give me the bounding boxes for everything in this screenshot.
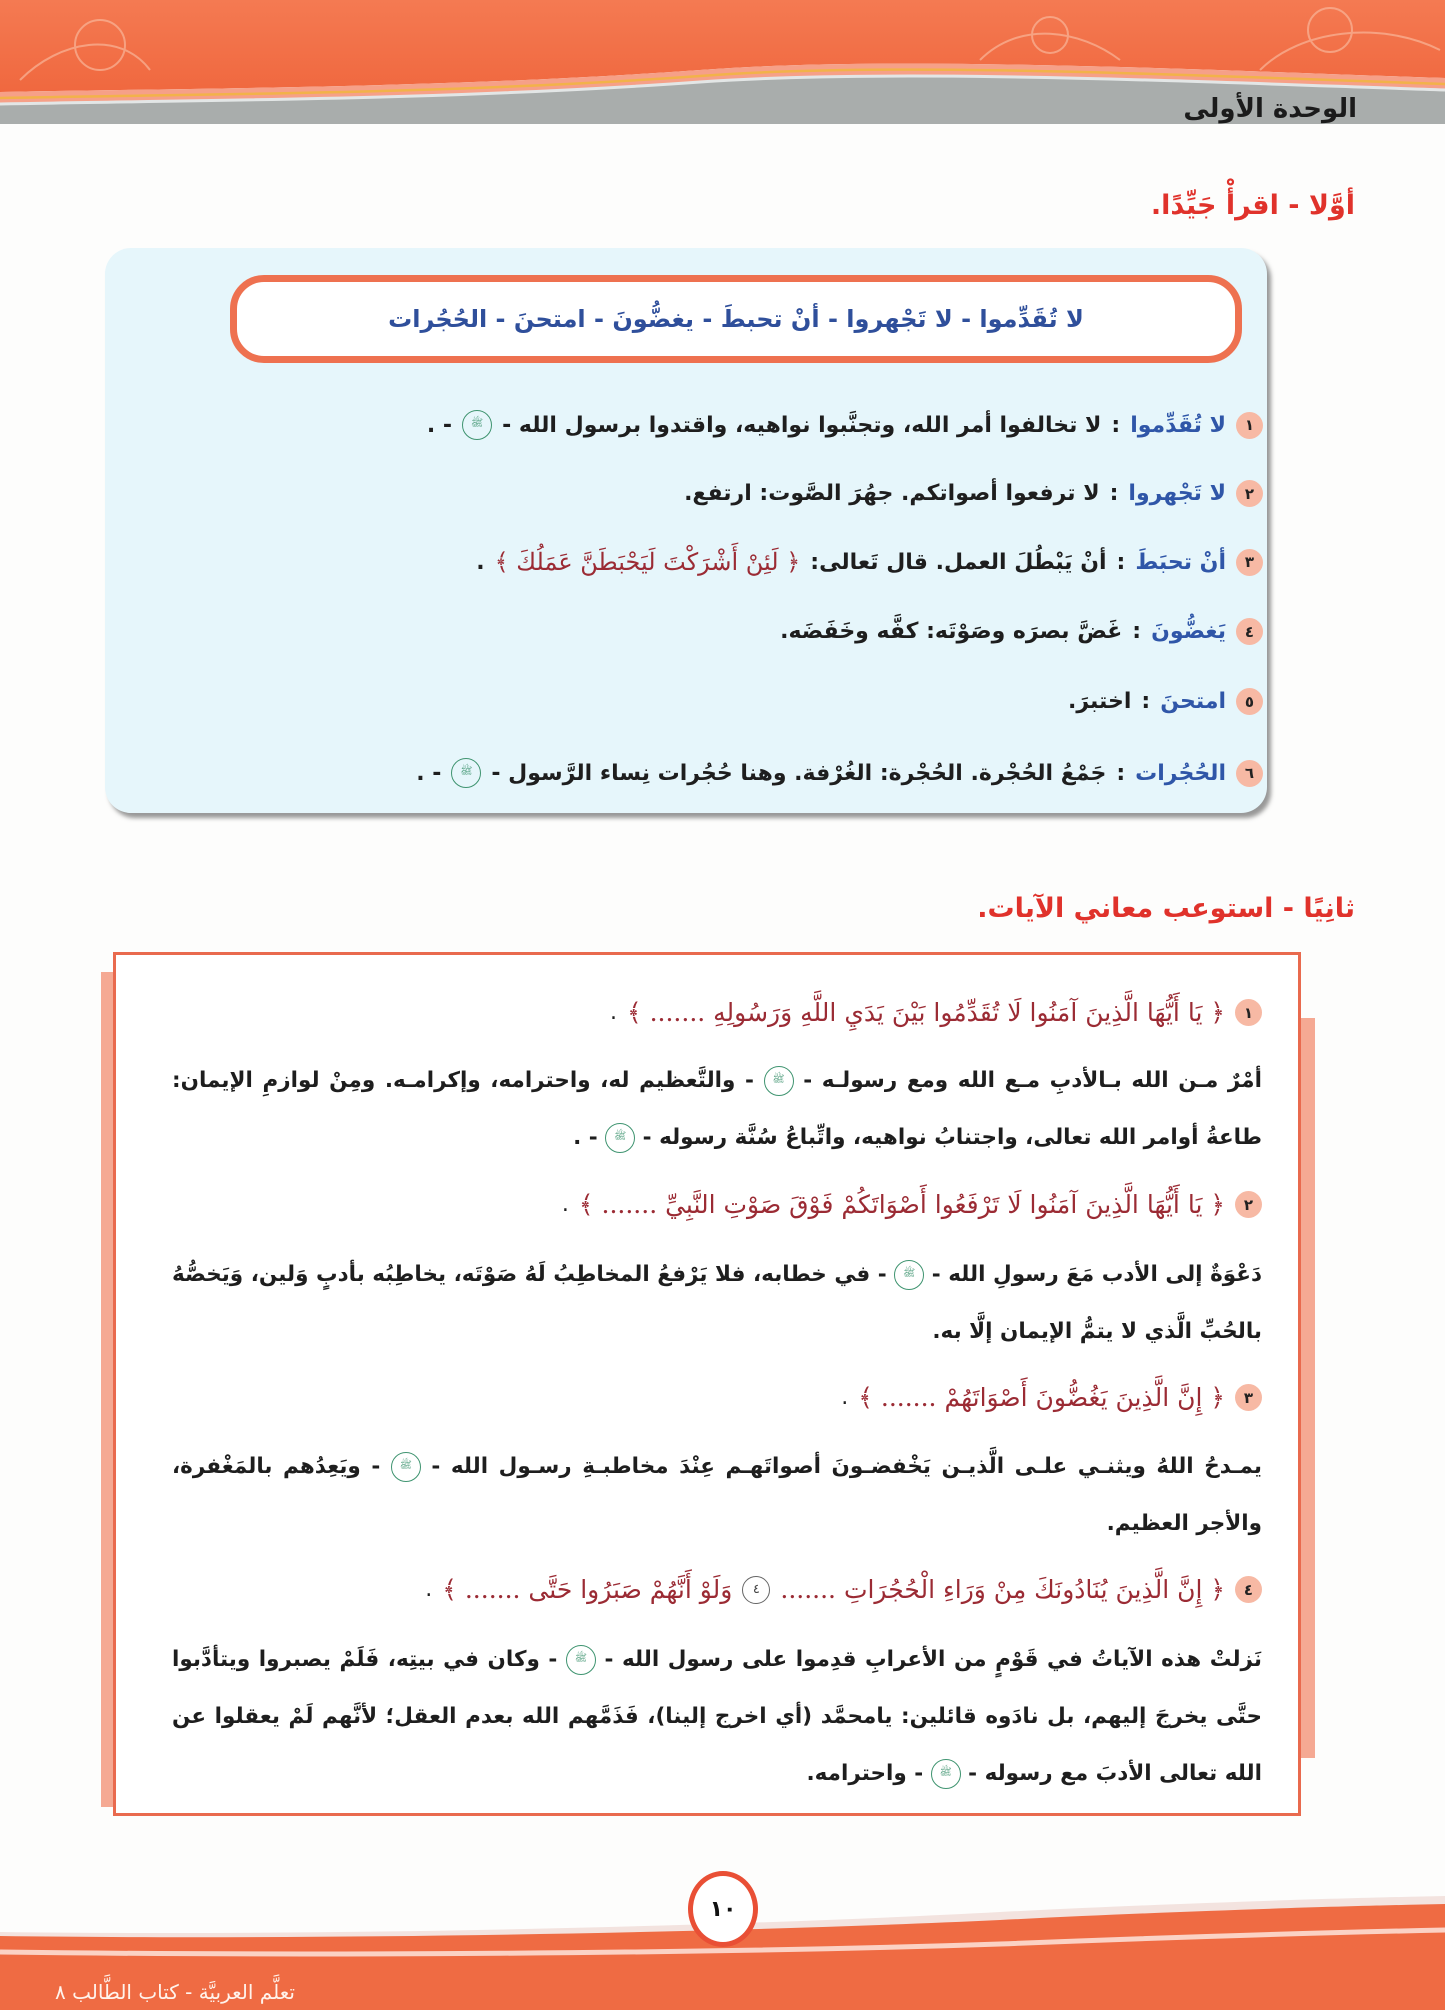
verse-line [610,998,1262,1027]
explanation-text: - وكان في بيتِه، فَلَمْ يصبروا ويتأدَّبوا حتَّى يخرجَ إليهم، بل نادَوه قائلين: يامحمَّد (أي اخرج إلينا)، فَذَمَّهم الله بعدم العقل؛ لأنَّهم لَمْ يعقلوا عن الله تعالى الأدبَ مع رسوله - [172,1647,1262,1786]
colon: : [1116,549,1126,575]
page-header [0,0,1445,130]
salawat-icon: ﷺ [391,1452,421,1482]
verse-number-badge: ٤ [1235,1576,1262,1603]
section-heading-read: أوَّلا - اقرأْ جَيِّدًا. [1150,190,1355,221]
colon: : [1116,760,1126,786]
box-accent-left [101,972,113,1807]
quran-verse: ﴿ إِنَّ الَّذِينَ يُنَادُونَكَ مِنْ وَرَاءِ الْحُجُرَاتِ ....... [780,1575,1225,1604]
word-bank [230,275,1242,363]
vocab-term: لا تُقَدِّموا [1130,412,1226,438]
vocab-item [1068,688,1263,715]
vocab-definition: اختبرَ. [1067,689,1132,714]
explanation-text: - واحترامه. [806,1761,924,1786]
explanation-text: يمـدحُ اللهُ ويثنـي علـى الَّذيـن يَخْفضـونَ أصواتَهـم عِنْدَ مخاطبـةِ رسـول الله - [431,1454,1262,1479]
quran-verse: ﴿ يَا أَيُّهَا الَّذِينَ آمَنُوا لَا تُقَدِّمُوا بَيْنَ يَدَيِ اللَّهِ وَرَسُولِهِ ....... ﴾ [626,998,1225,1027]
book-title: تعلَّم العربيَّة - كتاب الطَّالب ٨ [55,1980,295,2004]
explanation-text: - ويَعِدُهم بالمَغْفرة، والأجر العظيم. [172,1454,1262,1536]
vocab-item [427,410,1263,440]
item-number-badge: ٣ [1236,549,1263,576]
vocab-item [780,618,1263,645]
quran-verse: ﴿ إِنَّ الَّذِينَ يَغُضُّونَ أَصْوَاتَهُمْ ....... ﴾ [858,1383,1225,1412]
verse-explanation [172,1246,1262,1360]
explanation-text: أمْرٌ مـن الله بـالأدبِ مـع الله ومع رسولـه - [803,1068,1262,1093]
colon: : [1141,689,1151,714]
colon: : [1109,481,1119,506]
verse-tail: . [841,1385,849,1410]
vocab-definition: لا تخالفوا أمر الله، وتجنَّبوا نواهيه، واقتدوا برسول الله - [502,412,1102,438]
item-number-badge: ١ [1236,412,1263,439]
vocab-definition: غَضَّ بصرَه وصَوْتَه: كفَّه وخَفَضَه. [780,619,1123,644]
salawat-icon: ﷺ [764,1066,794,1096]
colon: : [1132,619,1142,644]
vocab-term: أنْ تحبَطَ [1135,549,1226,575]
explanation-text: - في خطابه، فلا يَرْفعُ المخاطِبُ لَهُ صَوْتَه، يخاطِبُه بأدبٍ وَلين، وَيَخصُّهُ بالحُبِّ الَّذي لا يتمُّ الإيمان إلَّا به. [172,1262,1262,1344]
explanation-text: دَعْوَةٌ إلى الأدب مَعَ رسولِ الله - [931,1262,1262,1287]
verse-explanation [172,1052,1262,1166]
page-number: ١٠ [688,1871,758,1947]
salawat-icon: ﷺ [451,758,481,788]
vocab-item [476,548,1263,576]
unit-title: الوحدة الأولى [1183,94,1357,124]
salawat-icon: ﷺ [462,410,492,440]
vocab-term: يَغضُّونَ [1151,619,1226,644]
item-number-badge: ٦ [1236,760,1263,787]
vocab-term: الحُجُرات [1135,760,1226,786]
explanation-text: نَزلتْ هذه الآياتُ في قَوْمٍ من الأعرابِ قدِموا على رسول الله - [604,1647,1262,1672]
salawat-icon: ﷺ [931,1759,961,1789]
salawat-icon: ﷺ [894,1260,924,1290]
verse-number-badge: ٣ [1235,1384,1262,1411]
verse-tail: . [561,1192,569,1217]
section-heading-understand: ثانِيًا - استوعب معاني الآيات. [977,893,1355,924]
vocab-term: امتحنَ [1160,689,1226,714]
salawat-icon: ﷺ [605,1123,635,1153]
colon: : [1111,412,1121,438]
item-number-badge: ٥ [1236,688,1263,715]
item-number-badge: ٤ [1236,618,1263,645]
ayah-number-marker: ٤ [742,1576,770,1604]
verse-line [425,1575,1262,1604]
vocab-item [684,480,1263,507]
verse-line [562,1190,1262,1219]
explanation-text: - والتَّعظيم له، واحترامه، وإكرامـه. ومِنْ لوازمِ الإيمان: طاعةُ أوامر الله تعالى، واجتنابُ نواهيه، واتِّباعُ سُنَّة رسوله - [172,1068,1262,1150]
vocab-tail: . [476,549,485,575]
word-bank-words: لا تُقَدِّموا - لا تَجْهروا - أنْ تحبطَ - يغضُّونَ - امتحنَ - الحُجُرات [388,305,1084,333]
vocab-item [416,758,1263,788]
quran-verse: ﴿ يَا أَيُّهَا الَّذِينَ آمَنُوا لَا تَرْفَعُوا أَصْوَاتَكُمْ فَوْقَ صَوْتِ النَّبِيِّ ....... ﴾ [578,1190,1225,1219]
vocab-tail: - . [426,412,453,438]
item-number-badge: ٢ [1236,480,1263,507]
verse-tail: . [425,1577,433,1602]
verse-explanation [172,1438,1262,1552]
verse-line [841,1383,1262,1412]
verse-explanation [172,1631,1262,1802]
quran-quote: ﴿ لَئِنْ أَشْرَكْتَ لَيَحْبَطَنَّ عَمَلُكَ ﴾ [494,548,801,576]
verse-tail: . [609,1000,617,1025]
explanation-text: - . [573,1125,598,1150]
vocab-tail: - . [416,760,442,786]
vocab-definition: جَمْعُ الحُجْرة. الحُجْرة: الغُرْفة. وهنا حُجُرات نِساء الرَّسول - [491,760,1107,786]
vocab-term: لا تَجْهروا [1128,481,1226,506]
verse-number-badge: ٢ [1235,1191,1262,1218]
verse-number-badge: ١ [1235,999,1262,1026]
box-accent-right [1301,1018,1315,1758]
vocab-definition: أنْ يَبْطُلَ العمل. قال تَعالى: [810,549,1107,575]
quran-verse: وَلَوْ أَنَّهُمْ صَبَرُوا حَتَّى ....... ﴾ [442,1575,733,1604]
vocab-definition: لا ترفعوا أصواتكم. جهُرَ الصَّوت: ارتفع. [684,481,1100,506]
salawat-icon: ﷺ [566,1645,596,1675]
